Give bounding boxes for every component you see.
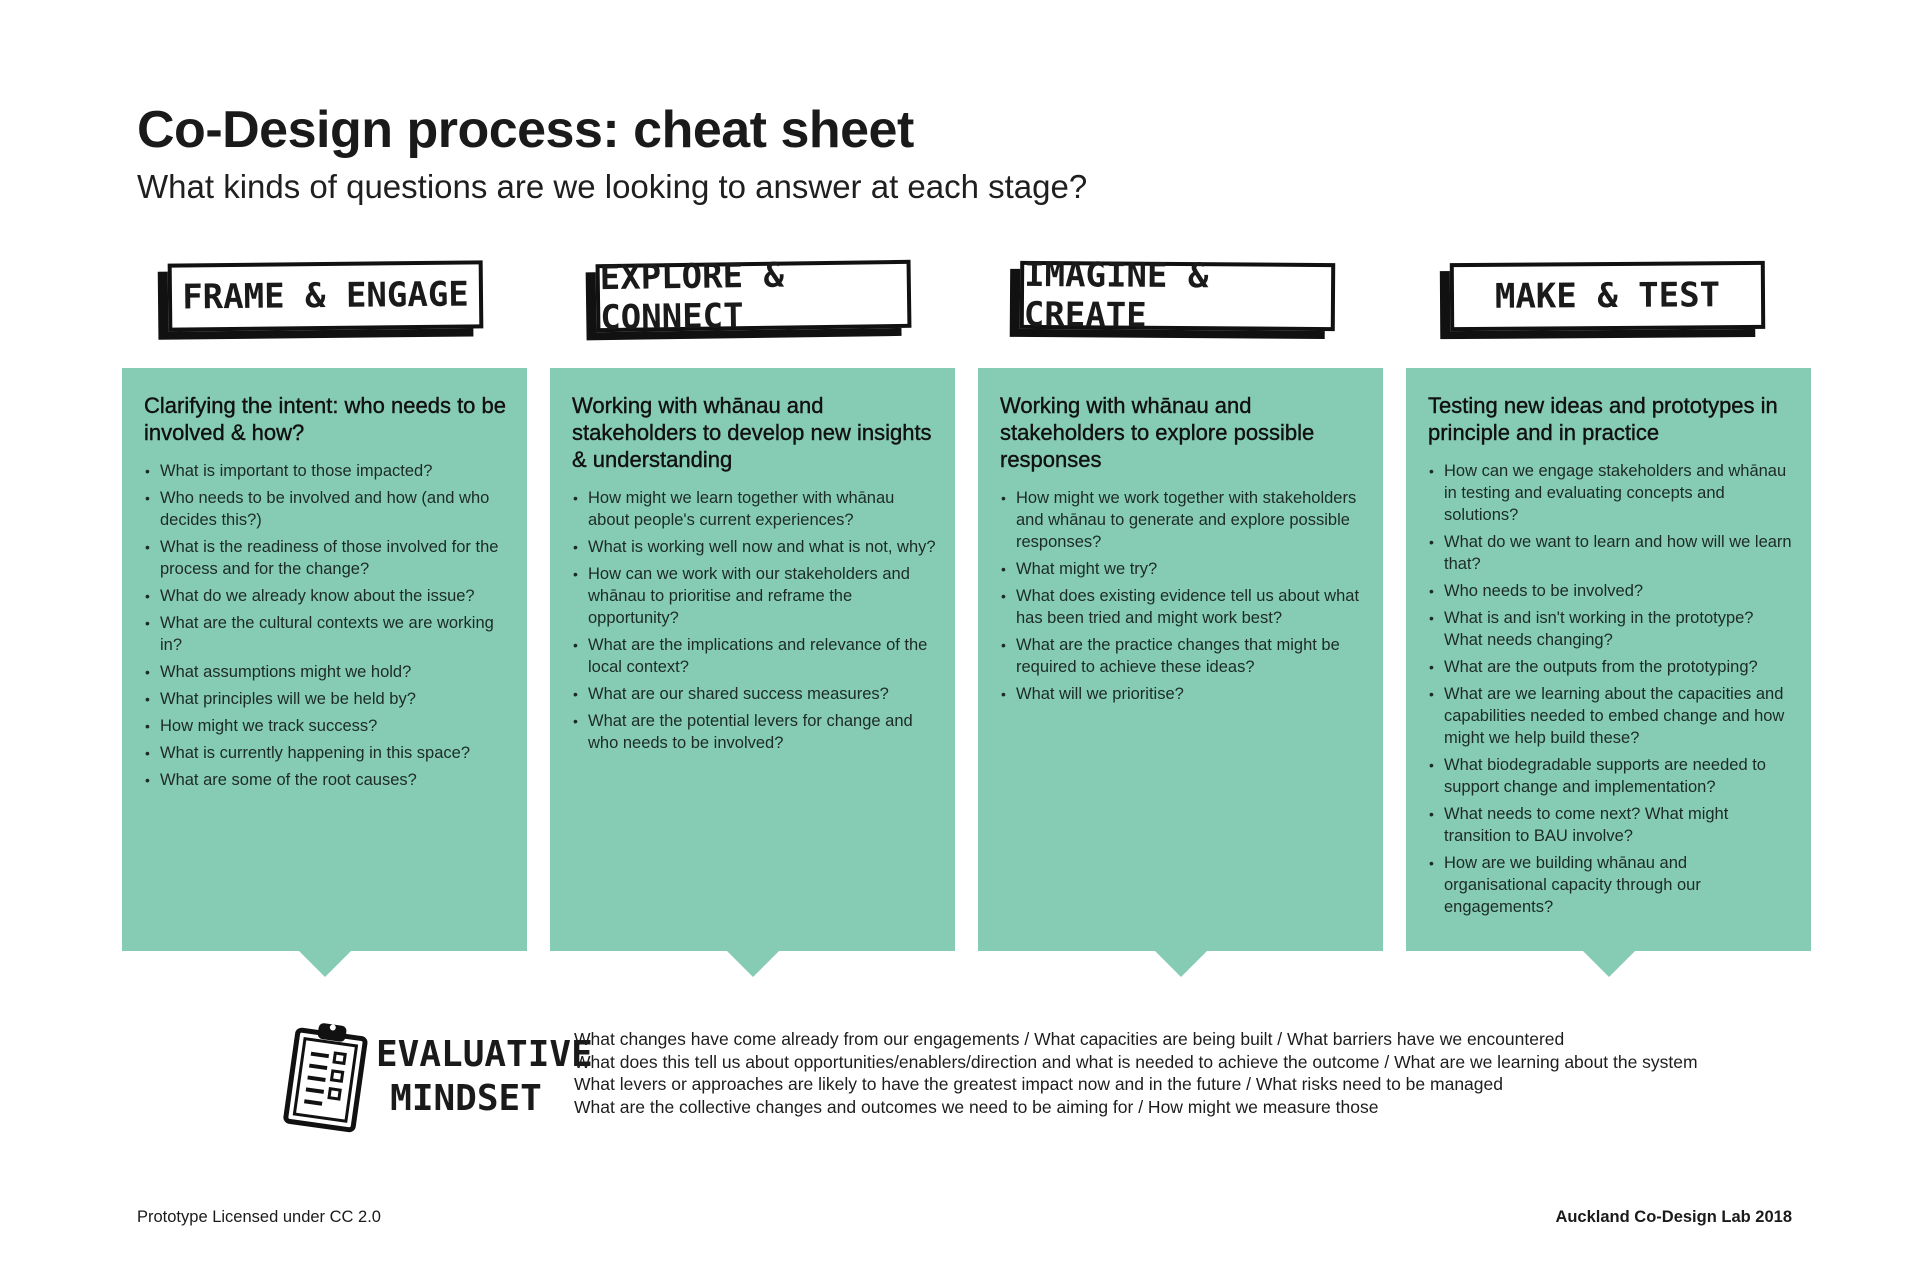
evaluative-line: What does this tell us about opportunities/enablers/direction and what is needed to achieve the outcome / What are we learning about the system [574, 1051, 1698, 1072]
list-item: • What might we try? [1016, 558, 1365, 580]
stage-panel-explore-connect [550, 368, 955, 951]
evaluative-line: What are the collective changes and outcomes we need to be aiming for / How might we measure those [574, 1096, 1379, 1117]
list-item: • What is the readiness of those involved for the process and for the change? [160, 536, 509, 580]
list-item: • What are the cultural contexts we are working in? [160, 612, 509, 656]
list-item: • What are the implications and relevance of the local context? [588, 634, 937, 678]
question-list [1428, 460, 1793, 918]
evaluative-mindset-title [376, 1033, 593, 1121]
stage-heading: Testing new ideas and prototypes in principle and in practice [1428, 393, 1778, 445]
stage-label-frame-engage: FRAME & ENGAGE [168, 260, 484, 331]
list-item: • What assumptions might we hold? [160, 661, 509, 683]
evaluative-title-line1: EVALUATIVE [376, 1034, 593, 1075]
stage-label-explore-connect: EXPLORE & CONNECT [596, 260, 912, 332]
list-item: • What is important to those impacted? [160, 460, 509, 482]
list-item: • What are the outputs from the prototyping? [1444, 656, 1793, 678]
stage-panel-frame-engage [122, 368, 527, 951]
list-item: • What principles will we be held by? [160, 688, 509, 710]
list-item: • How can we engage stakeholders and whānau in testing and evaluating concepts and solutions? [1444, 460, 1793, 526]
stage-label-imagine-create: IMAGINE & CREATE [1020, 261, 1335, 331]
list-item: • What do we want to learn and how will we learn that? [1444, 531, 1793, 575]
stage-panel-make-test [1406, 368, 1811, 951]
list-item: • Who needs to be involved and how (and who decides this?) [160, 487, 509, 531]
list-item: • What is working well now and what is not, why? [588, 536, 937, 558]
evaluative-title-line2: MINDSET [390, 1078, 542, 1119]
stage-panel-imagine-create [978, 368, 1383, 951]
evaluative-line: What levers or approaches are likely to have the greatest impact now and in the future / What risks need to be managed [574, 1074, 1503, 1094]
list-item: • What biodegradable supports are needed to support change and implementation? [1444, 754, 1793, 798]
list-item: • What are we learning about the capacities and capabilities needed to embed change and how might we help build these? [1444, 683, 1793, 749]
question-list [144, 460, 509, 791]
evaluative-questions [574, 1028, 1698, 1118]
list-item: • What needs to come next? What might transition to BAU involve? [1444, 803, 1793, 847]
stage-heading: Working with whānau and stakeholders to develop new insights & understanding [572, 393, 932, 472]
list-item: • What is currently happening in this space? [160, 742, 509, 764]
list-item: • How might we work together with stakeholders and whānau to generate and explore possible responses? [1016, 487, 1365, 553]
page-title: Co-Design process: cheat sheet [137, 101, 914, 159]
evaluative-line: What changes have come already from our engagements / What capacities are being built / What barriers have we encountered [574, 1029, 1565, 1049]
list-item: • What are the practice changes that might be required to achieve these ideas? [1016, 634, 1365, 678]
list-item: • How might we learn together with whānau about people's current experiences? [588, 487, 937, 531]
list-item: • What is and isn't working in the prototype? What needs changing? [1444, 607, 1793, 651]
question-list [1000, 487, 1365, 705]
list-item: • How are we building whānau and organisational capacity through our engagements? [1444, 852, 1793, 918]
license-note: Prototype Licensed under CC 2.0 [137, 1208, 381, 1226]
clipboard-icon [278, 1018, 374, 1134]
page-subtitle: What kinds of questions are we looking to answer at each stage? [137, 168, 1088, 205]
list-item: • What will we prioritise? [1016, 683, 1365, 705]
list-item: • What do we already know about the issue? [160, 585, 509, 607]
question-list [572, 487, 937, 754]
list-item: • What are the potential levers for change and who needs to be involved? [588, 710, 937, 754]
stage-heading: Clarifying the intent: who needs to be involved & how? [144, 393, 507, 445]
stage-label-make-test: MAKE & TEST [1450, 261, 1765, 331]
stage-heading: Working with whānau and stakeholders to explore possible responses [1000, 393, 1315, 472]
list-item: • How might we track success? [160, 715, 509, 737]
list-item: • What are our shared success measures? [588, 683, 937, 705]
list-item: • What does existing evidence tell us about what has been tried and might work best? [1016, 585, 1365, 629]
list-item: • Who needs to be involved? [1444, 580, 1793, 602]
list-item: • What are some of the root causes? [160, 769, 509, 791]
list-item: • How can we work with our stakeholders and whānau to prioritise and reframe the opportunity? [588, 563, 937, 629]
credit-note: Auckland Co-Design Lab 2018 [1555, 1208, 1792, 1226]
